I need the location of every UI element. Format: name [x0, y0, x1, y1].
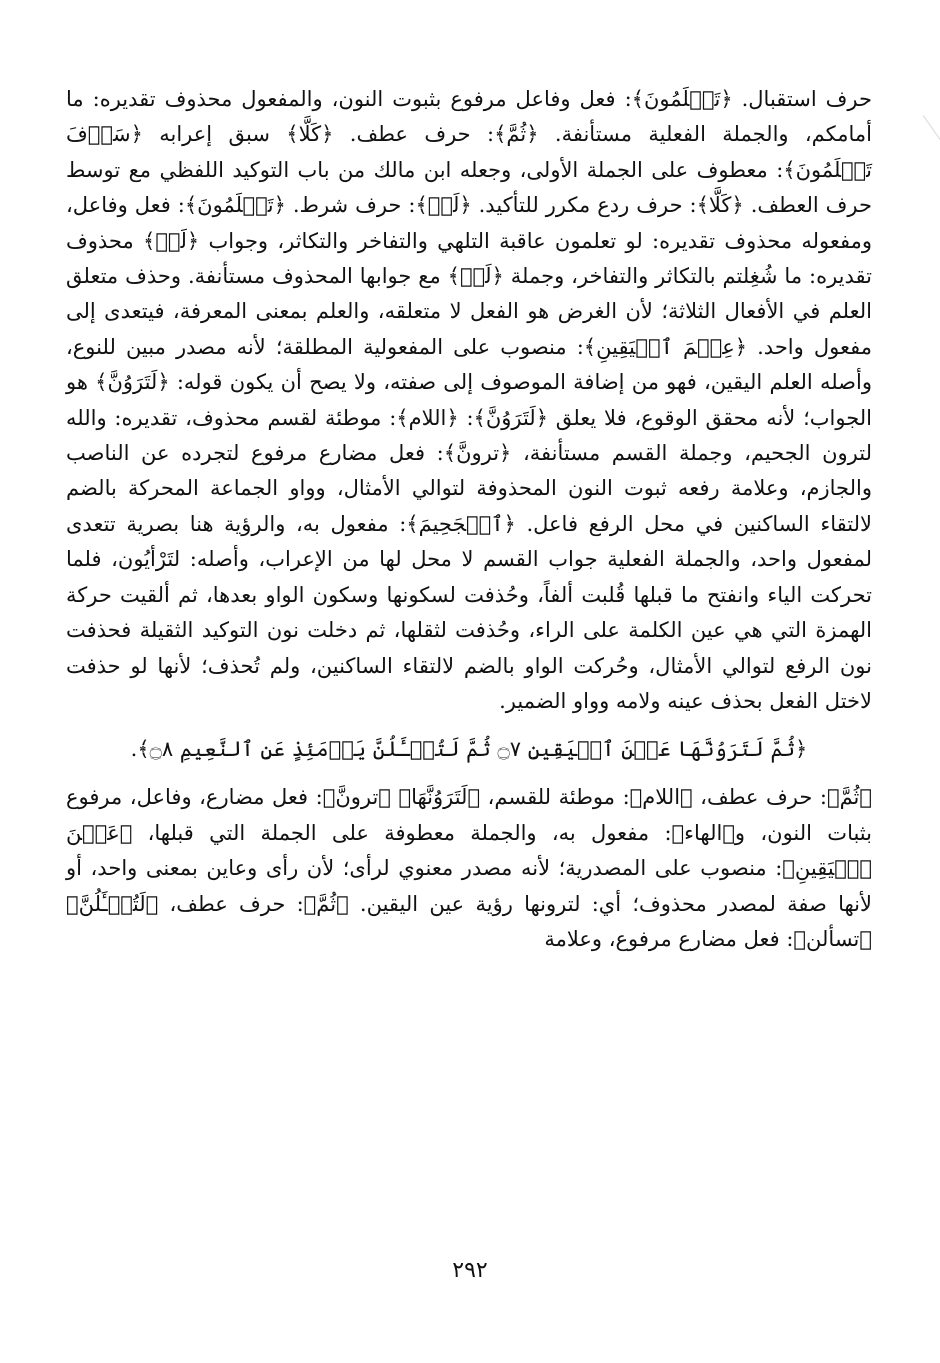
- commentary-paragraph-2: ﴿ثُمَّ﴾: حرف عطف، ﴿اللام﴾: موطئة للقسم، ﴿لَتَرَوُنَّهَا﴾ ﴿ترونَّ﴾: فعل مضارع، وفاعل، مرفوع بثبات النون، و﴿الهاء﴾: مفعول به، والجملة معطوفة على الجملة التي قبلها، ﴿عَيۡنَ ٱلۡيَقِينِ﴾: منصوب على المصدرية؛ لأنه مصدر معنوي لرأى؛ لأن رأى وعاين بمعنى واحد، أو لأنها صفة لمصدر محذوف؛ أي: لترونها رؤية عين اليقين. ﴿ثُمَّ﴾: حرف عطف، ﴿لَتُسۡـَٔلُنَّ﴾ ﴿تسألن﴾: فعل مضارع مرفوع، وعلامة: [66, 785, 872, 951]
- page-corner-mark: [908, 115, 940, 150]
- commentary-paragraph-1: حرف استقبال. ﴿تَعۡلَمُونَ﴾: فعل وفاعل مرفوع بثبوت النون، والمفعول محذوف تقديره: ما أمامكم، والجملة الفعلية مستأنفة. ﴿ثُمَّ﴾: حرف عطف. ﴿كَلَّا﴾ سبق إعرابه ﴿سَوۡفَ تَعۡلَمُونَ﴾: معطوف على الجملة الأولى، وجعله ابن مالك من باب التوكيد اللفظي مع توسط حرف العطف. ﴿كَلَّا﴾: حرف ردع مكرر للتأكيد. ﴿لَوۡ﴾: حرف شرط. ﴿تَعۡلَمُونَ﴾: فعل وفاعل، ومفعوله محذوف تقديره: لو تعلمون عاقبة التلهي والتفاخر والتكاثر، وجواب ﴿لَوۡ﴾ محذوف تقديره: ما شُغِلتم بالتكاثر والتفاخر، وجملة ﴿لَوۡ﴾ مع جوابها المحذوف مستأنفة. وحذف متعلق العلم في الأفعال الثلاثة؛ لأن الغرض هو الفعل لا متعلقه، والعلم بمعنى المعرفة، فيتعدى إلى مفعول واحد. ﴿عِلۡمَ ٱلۡيَقِينِ﴾: منصوب على المفعولية المطلقة؛ لأنه مصدر مبين للنوع، وأصله العلم اليقين، فهو من إضافة الموصوف إلى صفته، ولا يصح أن يكون قوله: ﴿لَتَرَوُنَّ﴾ هو الجواب؛ لأنه محقق الوقوع، فلا يعلق ﴿لَتَرَوُنَّ﴾: ﴿اللام﴾: موطئة لقسم محذوف، تقديره: والله لترون الجحيم، وجملة القسم مستأنفة، ﴿ترونَّ﴾: فعل مضارع مرفوع لتجرده عن الناصب والجازم، وعلامة رفعه ثبوت النون المحذوفة لتوالي الأمثال، وواو الجماعة المحركة بالضم لالتقاء الساكنين في محل الرفع فاعل. ﴿ٱلۡجَحِيمَ﴾: مفعول به، والرؤية هنا بصرية تتعدى لمفعول واحد، والجملة الفعلية جواب القسم لا محل لها من الإعراب، وأصله: لتَرْأيُون، فلما تحركت الياء وانفتح ما قبلها قُلبت ألفاً، وحُذفت لسكونها وسكون الواو بعدها، ثم ألقيت حركة الهمزة التي هي عين الكلمة على الراء، وحُذفت لثقلها، ثم دخلت نون التوكيد الثقيلة فحذفت نون الرفع لتوالي الأمثال، وحُركت الواو بالضم لالتقاء الساكنين، ولم تُحذف؛ لأنها لو حذفت لاختل الفعل بحذف عينه ولامه وواو الضمير.: [66, 87, 872, 713]
- page-number: ٢٩٢: [452, 1258, 488, 1283]
- quran-verse: ﴿ثُمَّ لَتَرَوُنَّهَا عَيۡنَ ٱلۡيَقِينِ ۝٧ ثُمَّ لَتُسۡـَٔلُنَّ يَوۡمَئِذٍ عَنِ ٱلنَّعِيمِ ۝٨﴾.: [130, 737, 808, 762]
